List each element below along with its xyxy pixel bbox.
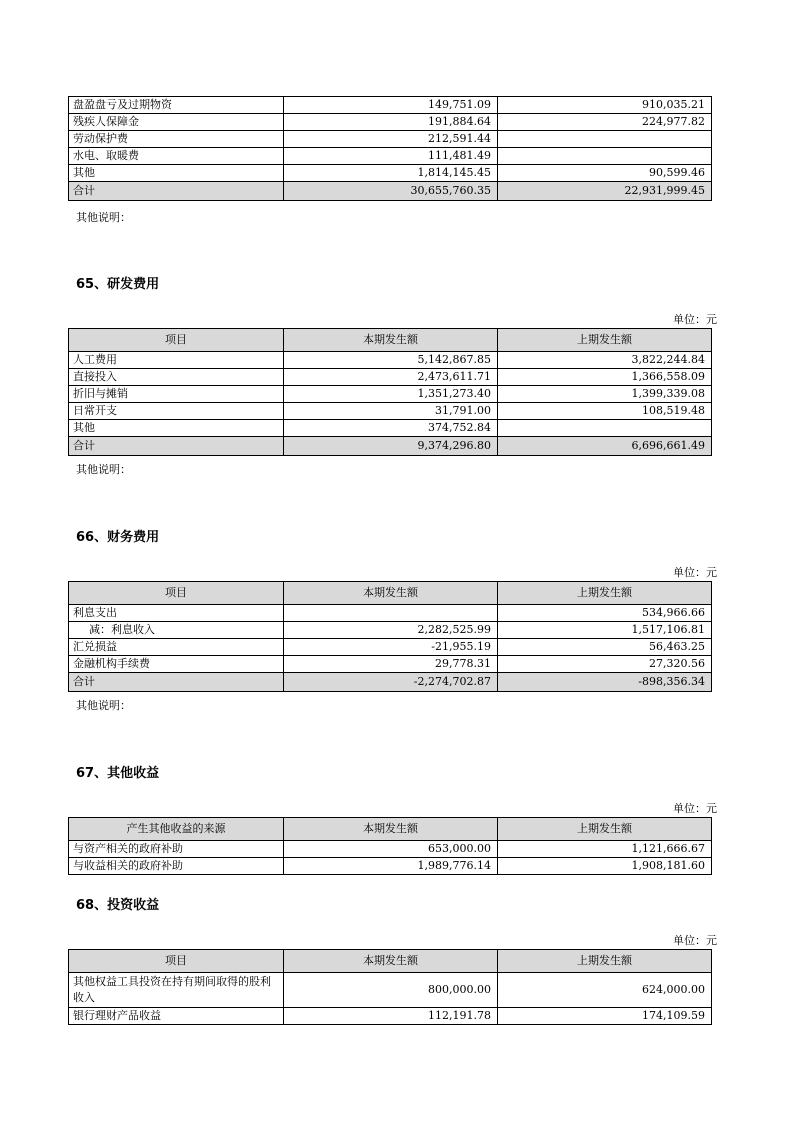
other-notes-label: 其他说明： [76, 699, 131, 712]
prior-amount [498, 420, 712, 437]
unit-label: 单位：元 [673, 934, 717, 947]
current-amount: 2,473,611.71 [284, 369, 498, 386]
table-row [69, 97, 712, 114]
total-row [69, 182, 712, 201]
current-amount: 112,191.78 [284, 1008, 498, 1025]
table-row [69, 656, 712, 673]
prior-amount: 1,121,666.67 [498, 841, 712, 858]
prior-amount: 1,908,181.60 [498, 858, 712, 875]
prior-amount: 910,035.21 [498, 97, 712, 114]
row-label: 与收益相关的政府补助 [69, 858, 284, 875]
other-notes-label: 其他说明： [76, 463, 131, 476]
row-label: 利息支出 [69, 605, 284, 622]
prior-amount: 624,000.00 [498, 973, 712, 1008]
other-income-table [68, 817, 712, 875]
row-label: 水电、取暖费 [69, 148, 284, 165]
header-prior: 上期发生额 [498, 818, 712, 841]
total-prior: 6,696,661.49 [498, 437, 712, 456]
table-row [69, 369, 712, 386]
prior-amount: 174,109.59 [498, 1008, 712, 1025]
current-amount: 191,884.64 [284, 114, 498, 131]
table-row [69, 386, 712, 403]
section-heading-investment-income: 68、投资收益 [76, 898, 160, 913]
rd-expenses-table [68, 328, 712, 456]
row-label: 其他权益工具投资在持有期间取得的股利收入 [69, 973, 284, 1008]
current-amount: 1,814,145.45 [284, 165, 498, 182]
total-current: 9,374,296.80 [284, 437, 498, 456]
row-label: 折旧与摊销 [69, 386, 284, 403]
other-notes-label: 其他说明： [76, 211, 131, 224]
current-amount: -21,955.19 [284, 639, 498, 656]
header-current: 本期发生额 [284, 950, 498, 973]
table-row [69, 841, 712, 858]
table-header-row [69, 818, 712, 841]
table-row [69, 148, 712, 165]
row-label: 金融机构手续费 [69, 656, 284, 673]
prior-amount: 108,519.48 [498, 403, 712, 420]
unit-label: 单位：元 [673, 802, 717, 815]
table-row [69, 114, 712, 131]
table-row [69, 420, 712, 437]
section-heading-financial-expenses: 66、财务费用 [76, 530, 160, 545]
current-amount: 1,989,776.14 [284, 858, 498, 875]
header-current: 本期发生额 [284, 582, 498, 605]
row-label: 日常开支 [69, 403, 284, 420]
prior-amount: 90,599.46 [498, 165, 712, 182]
current-amount: 800,000.00 [284, 973, 498, 1008]
table-row [69, 605, 712, 622]
total-row [69, 437, 712, 456]
current-amount: 149,751.09 [284, 97, 498, 114]
unit-label: 单位：元 [673, 566, 717, 579]
header-current: 本期发生额 [284, 329, 498, 352]
table-header-row [69, 950, 712, 973]
prior-amount: 1,399,339.08 [498, 386, 712, 403]
row-label: 与资产相关的政府补助 [69, 841, 284, 858]
prior-amount: 1,366,558.09 [498, 369, 712, 386]
prior-amount: 224,977.82 [498, 114, 712, 131]
current-amount: 1,351,273.40 [284, 386, 498, 403]
current-amount: 374,752.84 [284, 420, 498, 437]
table-row [69, 1008, 712, 1025]
total-prior: -898,356.34 [498, 673, 712, 692]
table-row [69, 973, 712, 1008]
row-label: 汇兑损益 [69, 639, 284, 656]
current-amount: 111,481.49 [284, 148, 498, 165]
current-amount: 5,142,867.85 [284, 352, 498, 369]
total-current: -2,274,702.87 [284, 673, 498, 692]
prior-amount: 1,517,106.81 [498, 622, 712, 639]
total-prior: 22,931,999.45 [498, 182, 712, 201]
header-prior: 上期发生额 [498, 329, 712, 352]
prior-amount: 3,822,244.84 [498, 352, 712, 369]
table-header-row [69, 329, 712, 352]
prior-amount [498, 148, 712, 165]
table-row [69, 639, 712, 656]
current-amount [284, 605, 498, 622]
row-label: 人工费用 [69, 352, 284, 369]
header-item: 项目 [69, 582, 284, 605]
row-label: 直接投入 [69, 369, 284, 386]
row-label: 盘盈盘亏及过期物资 [69, 97, 284, 114]
prior-amount: 27,320.56 [498, 656, 712, 673]
investment-income-table [68, 949, 712, 1025]
table-row [69, 352, 712, 369]
table-header-row [69, 582, 712, 605]
section-heading-rd-expenses: 65、研发费用 [76, 277, 160, 292]
total-label: 合计 [69, 673, 284, 692]
header-prior: 上期发生额 [498, 950, 712, 973]
total-row [69, 673, 712, 692]
current-amount: 2,282,525.99 [284, 622, 498, 639]
current-amount: 29,778.31 [284, 656, 498, 673]
total-current: 30,655,760.35 [284, 182, 498, 201]
total-label: 合计 [69, 182, 284, 201]
section-heading-other-income: 67、其他收益 [76, 766, 160, 781]
financial-expenses-table [68, 581, 712, 692]
current-amount: 31,791.00 [284, 403, 498, 420]
row-label: 减：利息收入 [69, 622, 284, 639]
row-label: 劳动保护费 [69, 131, 284, 148]
header-current: 本期发生额 [284, 818, 498, 841]
total-label: 合计 [69, 437, 284, 456]
prior-amount [498, 131, 712, 148]
row-label: 其他 [69, 420, 284, 437]
table-row [69, 165, 712, 182]
row-label: 残疾人保障金 [69, 114, 284, 131]
header-prior: 上期发生额 [498, 582, 712, 605]
table-row [69, 858, 712, 875]
table-row [69, 131, 712, 148]
header-item: 项目 [69, 329, 284, 352]
prior-amount: 56,463.25 [498, 639, 712, 656]
header-item: 项目 [69, 950, 284, 973]
current-amount: 653,000.00 [284, 841, 498, 858]
other-expenses-table-continued [68, 96, 712, 201]
table-row [69, 622, 712, 639]
table-row [69, 403, 712, 420]
row-label: 其他 [69, 165, 284, 182]
row-label: 银行理财产品收益 [69, 1008, 284, 1025]
unit-label: 单位：元 [673, 313, 717, 326]
current-amount: 212,591.44 [284, 131, 498, 148]
prior-amount: 534,966.66 [498, 605, 712, 622]
header-source: 产生其他收益的来源 [69, 818, 284, 841]
